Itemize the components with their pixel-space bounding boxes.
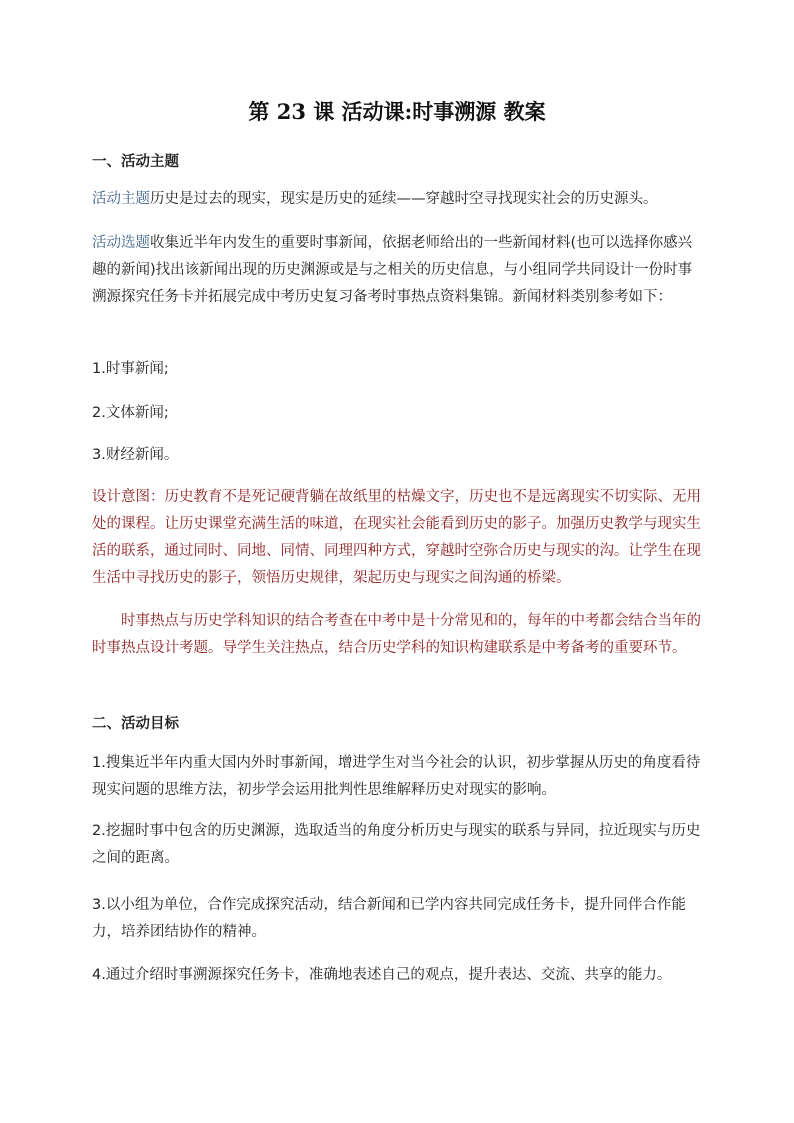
theme-text: 历史是过去的现实，现实是历史的延续——穿越时空寻找现实社会的历史源头。 xyxy=(150,191,658,207)
goal-item: 2.挖掘时事中包含的历史渊源，选取适当的角度分析历史与现实的联系与异同，拉近现实与历史之间的距离。 xyxy=(92,823,701,866)
page-title: 第 23 课 活动课:时事溯源 教案 xyxy=(248,99,546,124)
topic-paragraph xyxy=(92,230,702,311)
exam-note-paragraph: 时事热点与历史学科知识的结合考查在中考中是十分常见和的，每年的中考都会结合当年的时事热点设计考题。导学生关注热点，结合历史学科的知识构建联系是中考备考的重要环节。 xyxy=(92,613,701,656)
goal-item: 4.通过介绍时事溯源探究任务卡，准确地表述自己的观点，提升表达、交流、共享的能力。 xyxy=(92,967,672,983)
goal-item: 3.以小组为单位，合作完成探究活动，结合新闻和已学内容共同完成任务卡，提升同伴合作能力，培养团结协作的精神。 xyxy=(92,897,686,940)
topic-text: 收集近半年内发生的重要时事新闻，依据老师给出的一些新闻材料(也可以选择你感兴趣的新闻)找出该新闻出现的历史渊源或是与之相关的历史信息，与小组同学共同设计一份时事溯源探究任务卡并拓展完成中考历史复习备考时事热点资料集锦。新闻材料类别参考如下： xyxy=(92,235,693,305)
list-item: 3.财经新闻。 xyxy=(92,447,179,463)
design-intent-paragraph: 设计意图：历史教育不是死记硬背躺在故纸里的枯燥文字，历史也不是远离现实不切实际、无用处的课程。让历史课堂充满生活的味道，在现实社会能看到历史的影子。加强历史教学与现实生活的联系，通过同时、同地、同情、同理四种方式，穿越时空弥合历史与现实的沟。让学生在现生活中寻找历史的影子，领悟历史规律，架起历史与现实之间沟通的桥梁。 xyxy=(92,489,701,586)
list-item: 2.文体新闻; xyxy=(92,405,169,421)
goal-item: 1.搜集近半年内重大国内外时事新闻，增进学生对当今社会的认识，初步掌握从历史的角度看待现实问题的思维方法，初步学会运用批判性思维解释历史对现实的影响。 xyxy=(92,755,701,798)
list-item: 1.时事新闻; xyxy=(92,361,169,377)
theme-paragraph xyxy=(92,186,702,213)
section-heading-goals: 二、活动目标 xyxy=(92,716,179,732)
theme-label: 活动主题 xyxy=(92,191,150,207)
section-heading-theme: 一、活动主题 xyxy=(92,154,179,170)
topic-label: 活动选题 xyxy=(92,235,150,251)
